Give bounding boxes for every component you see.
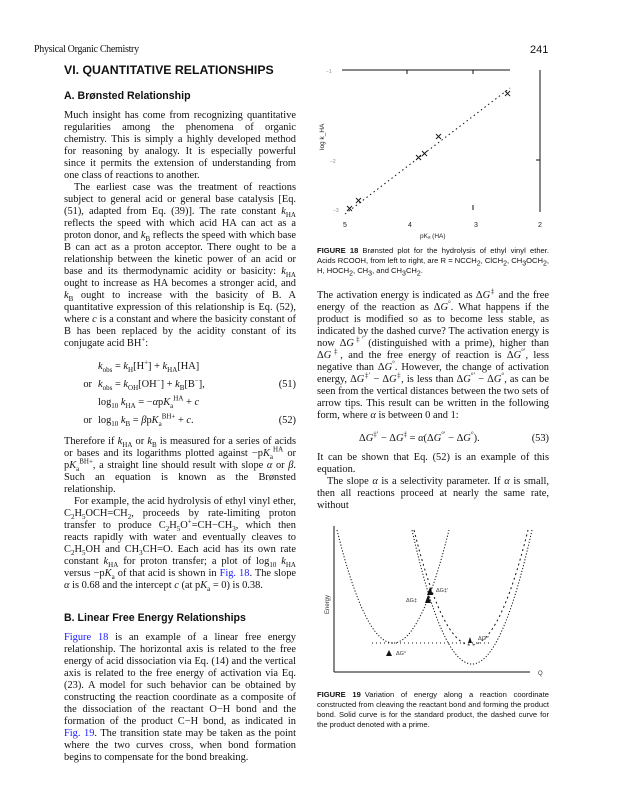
- math-symbol: k: [64, 290, 69, 301]
- superscript: °′: [521, 347, 526, 356]
- x-tick-label: 3: [474, 222, 478, 229]
- text-run: Therefore if: [64, 436, 118, 447]
- text-run: Much insight has come from recognizing quantitative regularities among the phenomena of organic chemistry. This is simply a highly developed method for reasoning by analogy. It is especially powerful since it permits the extension of understanding from one class of reactions to another.: [64, 110, 296, 181]
- text-run: ],: [198, 379, 205, 390]
- subscript: B: [152, 441, 157, 450]
- math-symbol: k: [281, 556, 286, 567]
- x-tick-label: 5: [343, 222, 347, 229]
- figure-link[interactable]: Fig. 19: [64, 728, 95, 739]
- subsection-title-bronsted: A. Brønsted Relationship: [64, 90, 191, 102]
- arrow-icon: [425, 595, 431, 603]
- subscript: HA: [122, 441, 133, 450]
- subscript: HA: [285, 211, 296, 220]
- text-run: OCH=CH: [85, 508, 128, 519]
- figure-label: FIGURE 19: [317, 690, 361, 699]
- product-curve-dashed: [414, 530, 528, 645]
- text-run: , and the free energy of reaction is Δ: [340, 350, 514, 361]
- text-run: and the free energy of the reaction as Δ: [317, 290, 549, 313]
- math-symbol: K: [200, 580, 208, 591]
- equation-prefix: or: [83, 415, 92, 426]
- right-column: [317, 58, 549, 730]
- label-dg-reaction-prime: ΔG°′: [478, 636, 490, 642]
- subscript: 10: [111, 402, 119, 411]
- equation-body: [98, 394, 266, 411]
- text-run: is 0.68 and the intercept: [69, 580, 175, 591]
- subscript: 2: [165, 525, 170, 534]
- math-symbol: β: [141, 415, 147, 426]
- subscript: 2: [503, 260, 507, 268]
- text-run: p: [158, 397, 164, 408]
- superscript: ‡′: [364, 371, 371, 380]
- text-run: , is less than Δ: [401, 374, 464, 385]
- text-run: is between 0 and 1:: [375, 410, 459, 421]
- text-run: p: [146, 415, 152, 426]
- equation-prefix: or: [83, 379, 92, 390]
- paragraph: [317, 452, 549, 476]
- figure-label: FIGURE 18: [317, 246, 359, 255]
- subscript: 3: [139, 549, 143, 558]
- subscript: HA: [285, 271, 296, 280]
- running-header: Physical Organic Chemistry: [34, 44, 139, 55]
- equation: [64, 412, 296, 430]
- label-dg-reaction: ΔG°: [396, 651, 407, 657]
- superscript: ‡: [490, 287, 496, 296]
- math-symbol: c: [194, 397, 200, 408]
- text-run: , ClCH: [480, 256, 504, 265]
- subscript: B: [179, 384, 185, 393]
- text-run: is a selectivity parameter. If: [377, 476, 505, 487]
- text-run: or: [132, 436, 148, 447]
- text-run: CH=O. Each acid has its own rate constant: [64, 544, 297, 567]
- superscript: HA: [173, 394, 184, 403]
- math-symbol: G: [433, 433, 442, 444]
- math-symbol: G: [493, 374, 502, 385]
- math-symbol: K: [151, 415, 159, 426]
- subscript: a: [158, 420, 162, 429]
- subscript: HA: [167, 366, 178, 375]
- subscript: 5: [81, 549, 86, 558]
- text-run: or p: [64, 448, 296, 471]
- figure-19-energy-diagram: [317, 522, 549, 684]
- superscript: ‡′: [373, 430, 379, 439]
- arrow-icon: [386, 650, 392, 656]
- text-run: is small, then all reactions proceed at nearly the same rate, without: [317, 476, 549, 511]
- text-run: (distinguished with a prime), higher than Δ: [317, 338, 550, 361]
- paragraph: [64, 632, 296, 764]
- text-run: =: [407, 433, 419, 444]
- subscript: OH: [128, 384, 139, 393]
- text-run: or: [272, 460, 289, 471]
- x-axis-label: pKₐ (HA): [420, 233, 446, 240]
- math-symbol: k: [147, 436, 153, 447]
- subscript: HA: [285, 561, 296, 570]
- text-run: CH: [405, 266, 417, 275]
- math-symbol: G: [440, 302, 448, 313]
- y-axis-label: log k_HA: [319, 123, 326, 150]
- subscript: a: [269, 453, 274, 462]
- superscript: +: [187, 517, 192, 526]
- math-symbol: k: [120, 415, 126, 426]
- superscript: ‡′: [353, 335, 364, 344]
- equations-51-52: [64, 358, 296, 430]
- superscript: °: [470, 430, 474, 439]
- subscript: 2: [127, 513, 132, 522]
- superscript: °: [447, 299, 451, 308]
- math-symbol: k: [281, 266, 286, 277]
- paragraphs-bronsted-intro: [64, 110, 296, 350]
- text-run: .: [420, 266, 423, 275]
- text-run: . What happens if the product is modified so as to become less stable, as indicated by the dashed curve? The activation energy is now Δ: [317, 302, 549, 349]
- data-points: [347, 91, 510, 211]
- subscript: 2: [70, 549, 75, 558]
- text-run: The earliest case was the treatment of reactions subject to general acid or general base catalysis [Eq. (51), adapted from Eq. (39)]. The rate constant: [64, 182, 296, 217]
- label-dg-activation-prime: ΔG‡′: [436, 588, 449, 594]
- text-run: , H, HOCH: [317, 256, 550, 275]
- subscript: 10: [269, 561, 277, 570]
- text-run: (Δ: [423, 433, 434, 444]
- subscript: 2: [349, 270, 353, 278]
- subscript: a: [170, 402, 174, 411]
- text-run: Brønsted plot for the hydrolysis of ethyl vinyl ether. Acids RCOOH, from left to right, are R = NCCH: [317, 246, 549, 265]
- paragraph: [317, 476, 549, 512]
- superscript: °: [392, 359, 395, 368]
- paragraphs-activation-energy: [317, 287, 550, 422]
- subscript: a: [111, 573, 115, 582]
- superscript: +: [144, 358, 149, 367]
- math-symbol: G: [389, 374, 397, 385]
- math-symbol: G: [463, 374, 471, 385]
- data-point: [356, 198, 361, 203]
- subscript: obs: [102, 366, 113, 375]
- math-symbol: α: [418, 433, 424, 444]
- text-run: =CH−CH: [191, 520, 233, 531]
- text-run: It can be shown that Eq. (52) is an example of this equation.: [317, 452, 549, 475]
- text-run: =: [112, 379, 124, 390]
- text-run: ] +: [160, 379, 176, 390]
- text-run: ought to increase with the basicity of B. A quantitative expression of this relationship is Eq. (52), where: [64, 290, 296, 325]
- text-run: − Δ: [378, 433, 396, 444]
- x-tick-label: 4: [408, 222, 412, 229]
- arrow-icon: [468, 637, 472, 643]
- math-symbol: K: [262, 448, 270, 459]
- text-run: +: [175, 415, 187, 426]
- paragraph: [317, 287, 550, 422]
- subscript: 2: [543, 260, 547, 268]
- math-symbol: k: [281, 206, 286, 217]
- math-symbol: k: [140, 230, 146, 241]
- subscript: a: [76, 465, 80, 474]
- text-run: is a constant and where the basicity constant of B has been replaced by the acidity constant of its conjugate acid BH: [64, 314, 297, 349]
- superscript: °: [501, 371, 505, 380]
- text-run: , which then reacts rapidly with water and eventually cleaves to C: [64, 520, 296, 555]
- superscript: °′: [441, 430, 446, 439]
- math-symbol: k: [120, 397, 126, 408]
- data-point: [422, 151, 427, 156]
- text-run: , CH: [352, 266, 369, 275]
- x-axis-label: Q: [538, 671, 543, 677]
- equation: [64, 376, 296, 394]
- text-run: [HA]: [177, 361, 200, 372]
- subscript: B: [68, 295, 74, 304]
- math-symbol: c: [92, 314, 97, 325]
- y-tick-label: −2: [330, 159, 336, 165]
- equation-body: [98, 376, 266, 393]
- text-run: :: [145, 338, 149, 349]
- superscript: −: [194, 376, 199, 385]
- text-run: H: [169, 520, 177, 531]
- math-symbol: G: [356, 374, 365, 385]
- math-symbol: α: [504, 476, 510, 487]
- equation-number: (51): [278, 379, 296, 390]
- subscript: 3: [402, 270, 406, 278]
- math-symbol: k: [175, 379, 180, 390]
- math-symbol: G: [365, 433, 374, 444]
- text-run: OH and CH: [85, 544, 140, 555]
- paragraph: [64, 436, 296, 496]
- equation-body: [98, 358, 266, 375]
- text-run: reflects the speed with which acid HA can act as a proton donor, and: [64, 218, 296, 241]
- superscript: BH+: [79, 457, 93, 466]
- text-run: . The slope: [249, 568, 297, 579]
- math-symbol: k: [98, 361, 103, 372]
- paragraphs-bronsted-example: [64, 436, 296, 592]
- superscript: ‡: [396, 371, 402, 380]
- text-run: O: [180, 520, 188, 531]
- math-symbol: α: [370, 410, 376, 421]
- math-symbol: k: [162, 361, 168, 372]
- text-run: Variation of energy along a reaction coordinate constructed from cleaving the reactant bond and forming the product bond. Solid curve is for the standard product, the dashed curve for the product denoted with a prime.: [317, 690, 549, 729]
- text-run: , a straight line should result with slope: [92, 460, 267, 471]
- math-symbol: k: [103, 556, 109, 567]
- text-run: − Δ: [475, 374, 494, 385]
- text-run: . Such an equation is known as the Brønsted relationship.: [64, 460, 296, 495]
- math-symbol: c: [186, 415, 192, 426]
- text-run: log: [98, 415, 112, 426]
- figure-18-caption: [317, 246, 549, 276]
- subscript: 2: [70, 513, 75, 522]
- text-run: For example, the acid hydrolysis of ethyl vinyl ether, C: [64, 496, 296, 519]
- subscript: 5: [176, 525, 181, 534]
- text-run: =: [130, 415, 142, 426]
- math-symbol: G: [323, 350, 332, 361]
- label-dg-activation: ΔG‡: [406, 598, 418, 604]
- text-run: = −: [135, 397, 153, 408]
- data-point: [505, 91, 510, 96]
- subscript: H: [128, 366, 134, 375]
- subscript: B: [125, 420, 131, 429]
- page-number: 241: [530, 44, 549, 56]
- figure-19-caption: [317, 690, 549, 730]
- x-tick-label: 2: [538, 222, 542, 229]
- paragraph: [64, 496, 296, 592]
- figure-link[interactable]: Fig. 18: [219, 568, 250, 579]
- text-run: +: [183, 397, 195, 408]
- math-symbol: G: [395, 433, 404, 444]
- math-symbol: G: [346, 338, 354, 349]
- data-point: [436, 134, 441, 139]
- superscript: ‡: [331, 347, 341, 356]
- math-symbol: K: [163, 397, 171, 408]
- text-run: H: [74, 508, 82, 519]
- text-run: , less negative than Δ: [317, 350, 550, 373]
- subsection-title-lfer: B. Linear Free Energy Relationships: [64, 612, 246, 624]
- math-symbol: k: [117, 436, 123, 447]
- text-run: of that acid is shown in: [114, 568, 220, 579]
- equation: [64, 358, 296, 376]
- text-run: , and CH: [372, 266, 403, 275]
- subscript: 10: [111, 420, 119, 429]
- text-run: ).: [473, 433, 480, 444]
- superscript: BH+: [161, 412, 176, 421]
- text-run: is an example of a linear free energy relationship. The horizontal axis is related to the free energy of acid dissociation via Eq. (14) and the vertical axis is related to the free energy of activation via Eq. (23). A model for such behavior can be obtained by constructing the reaction coordinate as a composite of the dissociation of the reactant O−H bond and the formation of the product C−H bond, as indicated in: [64, 632, 296, 727]
- text-run: [OH: [138, 379, 157, 390]
- regression-line: [345, 88, 510, 214]
- text-run: = 0) is 0.38.: [210, 580, 263, 591]
- paragraphs-selectivity: [317, 452, 549, 512]
- text-run: is measured for a series of acids or bases and its logarithms plotted against −p: [64, 436, 296, 459]
- superscript: ‡: [403, 430, 407, 439]
- text-run: ought to increase as HA becomes a stronger acid, and: [64, 278, 296, 289]
- paragraphs-lfer: [64, 632, 296, 764]
- text-run: versus −p: [64, 568, 105, 579]
- text-run: , CH: [506, 256, 523, 265]
- equation-number: (53): [531, 433, 549, 444]
- text-run: OCH: [526, 256, 543, 265]
- math-symbol: k: [98, 379, 103, 390]
- subscript: 2: [476, 260, 481, 268]
- product-curve-solid: [412, 530, 532, 664]
- text-run: =: [112, 361, 124, 372]
- section-title: VI. QUANTITATIVE RELATIONSHIPS: [64, 63, 274, 77]
- math-symbol: β: [288, 460, 294, 471]
- text-run: .: [191, 415, 194, 426]
- y-tick-label: −1: [326, 69, 332, 75]
- text-run: . The transition state may be taken as the point where the two curves cross, when bond formation begins to compensate for the bond breaking.: [64, 728, 296, 763]
- math-symbol: α: [266, 460, 273, 471]
- subscript: 5: [81, 513, 86, 522]
- text-run: The activation energy is indicated as Δ: [317, 290, 483, 301]
- paragraph: [64, 110, 296, 182]
- math-symbol: K: [69, 460, 77, 471]
- subscript: obs: [102, 384, 113, 393]
- subscript: 3: [368, 270, 373, 278]
- y-axis-label: Energy: [325, 594, 331, 614]
- text-run: Δ: [359, 433, 366, 444]
- paragraph: [64, 182, 296, 350]
- subscript: HA: [108, 561, 119, 570]
- math-symbol: G: [482, 290, 491, 301]
- subscript: 3: [232, 525, 236, 534]
- text-run: ] +: [148, 361, 163, 372]
- text-run: log: [98, 397, 112, 408]
- data-point: [416, 155, 421, 160]
- equation-body: [98, 412, 266, 429]
- equation-body: [351, 430, 519, 445]
- subscript: 2: [416, 270, 421, 278]
- text-run: [H: [133, 361, 145, 372]
- text-run: [B: [184, 379, 195, 390]
- equation-number: (52): [278, 415, 296, 426]
- text-run: H: [74, 544, 82, 555]
- math-symbol: k: [123, 379, 129, 390]
- math-symbol: k: [123, 361, 129, 372]
- superscript: HA: [273, 445, 284, 454]
- subscript: HA: [125, 402, 136, 411]
- text-run: − Δ: [445, 433, 464, 444]
- math-symbol: α: [64, 580, 70, 591]
- equation-53: [317, 430, 549, 448]
- math-symbol: G: [384, 362, 393, 373]
- subscript: 3: [522, 260, 527, 268]
- text-run: , proceeds by rate-limiting proton transfer to produce C: [64, 508, 296, 531]
- text-run: − Δ: [370, 374, 390, 385]
- math-symbol: c: [174, 580, 179, 591]
- subscript: B: [145, 235, 151, 244]
- y-tick-label: −3: [333, 208, 339, 214]
- superscript: °′: [470, 371, 476, 380]
- math-symbol: α: [152, 397, 159, 408]
- superscript: +: [141, 335, 146, 344]
- text-run: for proton transfer; a plot of log: [118, 556, 270, 567]
- text-run: . However, the change of activation energy, Δ: [317, 362, 550, 385]
- left-column: [64, 64, 296, 764]
- equation: [64, 394, 296, 412]
- superscript: −: [156, 376, 161, 385]
- text-run: The slope: [327, 476, 373, 487]
- subscript: a: [207, 585, 211, 594]
- math-symbol: K: [104, 568, 112, 579]
- math-symbol: α: [372, 476, 378, 487]
- figure-18-bronsted-plot: [317, 58, 549, 242]
- math-symbol: G: [513, 350, 522, 361]
- text-run: , as can be seen from the vertical distances between the two sets of arrow tips. This result can be written in the following form, where: [317, 374, 549, 421]
- figure-link[interactable]: Figure 18: [64, 632, 109, 643]
- text-run: (at p: [178, 580, 201, 591]
- text-run: reflects the speed with which base B can act as a proton acceptor. There ought to be a relationship between the kinetic power of an acid or base and its thermodynamic acidity or basicity:: [64, 230, 296, 277]
- math-symbol: G: [463, 433, 471, 444]
- reactant-curve: [337, 530, 449, 643]
